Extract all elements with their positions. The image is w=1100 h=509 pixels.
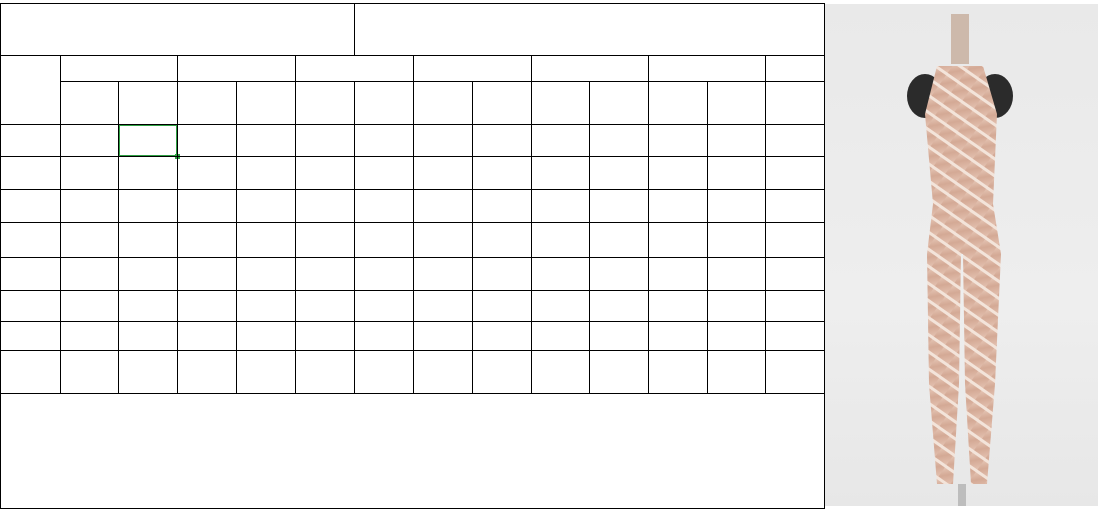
table-cell[interactable]	[177, 124, 236, 156]
grid-line	[354, 3, 355, 56]
unit-header	[354, 81, 413, 124]
table-cell[interactable]	[765, 257, 824, 290]
unit-header	[236, 81, 295, 124]
table-cell[interactable]	[707, 222, 765, 257]
table-cell[interactable]	[531, 290, 589, 321]
table-cell[interactable]	[472, 124, 531, 156]
mannequin-jumpsuit-image	[825, 4, 1098, 506]
table-cell[interactable]	[60, 257, 118, 290]
size-note-line	[0, 424, 824, 445]
table-cell[interactable]	[177, 189, 236, 222]
table-cell[interactable]	[118, 321, 177, 350]
unit-header	[413, 81, 472, 124]
table-cell[interactable]	[589, 189, 648, 222]
table-cell[interactable]	[295, 222, 354, 257]
table-cell[interactable]	[648, 222, 707, 257]
grid-line	[177, 124, 178, 394]
table-cell[interactable]	[531, 222, 589, 257]
grid-line	[118, 81, 119, 125]
table-cell[interactable]	[531, 321, 589, 350]
table-cell[interactable]	[648, 257, 707, 290]
size-label-xl	[0, 222, 60, 257]
table-cell[interactable]	[60, 124, 118, 156]
table-cell[interactable]	[354, 124, 413, 156]
grid-line	[295, 81, 296, 125]
table-cell[interactable]	[531, 124, 589, 156]
size-label-xxl	[0, 257, 60, 290]
table-cell[interactable]	[413, 321, 472, 350]
table-cell[interactable]	[765, 189, 824, 222]
unit-header	[531, 81, 589, 124]
grid-line	[531, 81, 532, 125]
table-cell[interactable]	[60, 350, 118, 393]
table-cell[interactable]	[177, 321, 236, 350]
table-cell[interactable]	[60, 321, 118, 350]
table-cell[interactable]	[648, 321, 707, 350]
table-cell[interactable]	[354, 321, 413, 350]
table-cell[interactable]	[236, 257, 295, 290]
grid-line	[648, 124, 649, 394]
grid-line	[765, 124, 766, 394]
size-column-header	[0, 55, 60, 124]
table-cell[interactable]	[589, 156, 648, 189]
table-cell[interactable]	[354, 189, 413, 222]
table-cell[interactable]	[177, 350, 236, 393]
table-cell[interactable]	[413, 222, 472, 257]
product-photo	[825, 4, 1098, 506]
table-cell[interactable]	[531, 156, 589, 189]
size-note-line	[0, 466, 824, 487]
column-group-header	[531, 55, 648, 81]
table-cell[interactable]	[236, 350, 295, 393]
table-cell[interactable]	[236, 124, 295, 156]
size-note-line	[0, 445, 824, 466]
table-cell[interactable]	[765, 222, 824, 257]
table-cell[interactable]	[354, 156, 413, 189]
table-cell[interactable]	[648, 290, 707, 321]
grid-line	[60, 55, 61, 125]
grid-line	[413, 81, 414, 125]
table-cell[interactable]	[118, 222, 177, 257]
table-cell[interactable]	[472, 321, 531, 350]
grid-line	[531, 124, 532, 394]
unit-header	[472, 81, 531, 124]
table-cell[interactable]	[765, 350, 824, 393]
table-cell[interactable]	[648, 124, 707, 156]
grid-line	[765, 81, 766, 125]
size-label-5xl	[0, 350, 60, 393]
table-cell[interactable]	[531, 189, 589, 222]
column-group-header	[648, 55, 765, 81]
table-cell[interactable]	[472, 156, 531, 189]
table-cell[interactable]	[177, 222, 236, 257]
table-cell[interactable]	[413, 350, 472, 393]
table-cell[interactable]	[765, 321, 824, 350]
table-cell[interactable]	[354, 350, 413, 393]
unit-header	[707, 81, 765, 124]
column-group-header	[413, 55, 531, 81]
table-cell[interactable]	[60, 156, 118, 189]
grid-line	[354, 124, 355, 394]
table-cell[interactable]	[707, 156, 765, 189]
table-cell[interactable]	[707, 290, 765, 321]
table-cell[interactable]	[589, 222, 648, 257]
unit-header	[648, 81, 707, 124]
table-cell[interactable]	[236, 189, 295, 222]
table-cell[interactable]	[531, 350, 589, 393]
table-cell[interactable]	[60, 290, 118, 321]
grid-line	[60, 81, 825, 82]
table-cell[interactable]	[589, 321, 648, 350]
table-cell[interactable]	[472, 222, 531, 257]
table-cell[interactable]	[295, 156, 354, 189]
grid-line	[472, 81, 473, 125]
table-cell[interactable]	[413, 189, 472, 222]
grid-line	[707, 124, 708, 394]
table-cell[interactable]	[295, 290, 354, 321]
unit-header	[118, 81, 177, 124]
table-cell[interactable]	[589, 124, 648, 156]
table-cell[interactable]	[177, 257, 236, 290]
unit-header	[177, 81, 236, 124]
size-label-4xl	[0, 321, 60, 350]
table-cell[interactable]	[707, 321, 765, 350]
grid-line	[118, 124, 119, 394]
table-cell[interactable]	[295, 124, 354, 156]
table-cell[interactable]	[295, 257, 354, 290]
table-cell[interactable]	[177, 290, 236, 321]
table-cell[interactable]	[707, 189, 765, 222]
table-cell[interactable]	[236, 290, 295, 321]
table-cell[interactable]	[354, 222, 413, 257]
size-label-3xl	[0, 290, 60, 321]
grid-line	[589, 124, 590, 394]
table-cell[interactable]	[413, 257, 472, 290]
table-cell[interactable]	[236, 321, 295, 350]
table-cell[interactable]	[589, 290, 648, 321]
size-label-l	[0, 189, 60, 222]
grid-line	[354, 81, 355, 125]
table-cell[interactable]	[118, 350, 177, 393]
grid-line	[0, 3, 825, 4]
grid-line	[295, 124, 296, 394]
material-value	[354, 3, 824, 55]
column-group-header	[295, 55, 413, 81]
table-cell[interactable]	[413, 156, 472, 189]
unit-header	[765, 81, 824, 124]
table-cell[interactable]	[354, 257, 413, 290]
table-cell[interactable]	[118, 290, 177, 321]
table-cell[interactable]	[472, 189, 531, 222]
grid-line	[236, 124, 237, 394]
table-cell[interactable]	[589, 350, 648, 393]
table-cell[interactable]	[648, 350, 707, 393]
table-cell[interactable]	[765, 124, 824, 156]
grid-line	[589, 81, 590, 125]
grid-line	[413, 124, 414, 394]
table-cell[interactable]	[472, 350, 531, 393]
material-label	[0, 3, 354, 55]
table-cell[interactable]	[472, 257, 531, 290]
unit-header	[60, 81, 118, 124]
column-group-header	[60, 55, 177, 81]
unit-header	[589, 81, 648, 124]
table-cell[interactable]	[413, 290, 472, 321]
table-cell[interactable]	[118, 156, 177, 189]
table-cell[interactable]	[707, 350, 765, 393]
table-cell[interactable]	[648, 189, 707, 222]
table-cell[interactable]	[236, 156, 295, 189]
table-cell[interactable]	[60, 222, 118, 257]
table-cell[interactable]	[354, 290, 413, 321]
table-cell[interactable]	[236, 222, 295, 257]
size-label-s	[0, 124, 60, 156]
table-cell[interactable]	[295, 350, 354, 393]
table-cell[interactable]	[648, 156, 707, 189]
table-cell[interactable]	[472, 290, 531, 321]
column-group-header	[765, 55, 824, 81]
table-cell[interactable]	[765, 156, 824, 189]
unit-header	[295, 81, 354, 124]
grid-line	[0, 3, 1, 509]
grid-line	[472, 124, 473, 394]
table-cell[interactable]	[765, 290, 824, 321]
table-cell[interactable]	[413, 124, 472, 156]
table-cell[interactable]	[118, 257, 177, 290]
grid-line	[177, 81, 178, 125]
table-cell[interactable]	[295, 321, 354, 350]
grid-line	[60, 124, 61, 394]
column-group-header	[177, 55, 295, 81]
grid-line	[648, 81, 649, 125]
table-cell[interactable]	[531, 257, 589, 290]
table-cell[interactable]	[589, 257, 648, 290]
table-cell[interactable]	[177, 156, 236, 189]
table-cell[interactable]	[60, 189, 118, 222]
table-cell[interactable]	[707, 257, 765, 290]
size-label-m	[0, 156, 60, 189]
selected-cell-outline	[118, 124, 178, 157]
table-cell[interactable]	[707, 124, 765, 156]
grid-line	[236, 81, 237, 125]
grid-line	[707, 81, 708, 125]
table-cell[interactable]	[118, 189, 177, 222]
table-cell[interactable]	[295, 189, 354, 222]
